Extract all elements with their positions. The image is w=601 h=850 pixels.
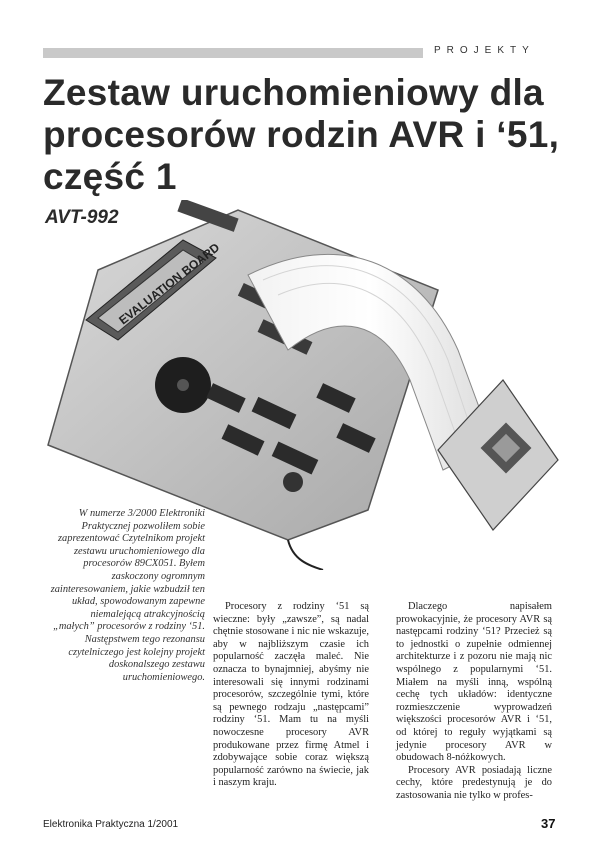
lcd-label: EVALUATION BOARD [116,240,223,328]
article-code: AVT-992 [45,207,119,228]
lead-paragraph: W numerze 3/2000 Elektroniki Praktycznej pozwoliłem sobie zaprezentować Czytelnikom projekt zestawu uruchomieniowego dla procesorów 89CX051. Byłem zaskoczony ogromnym zainteresowaniem, jakie wzbudził ten układ, spowodowanym zapewne niemalejącą atrakcyjnością „małych” procesorów z rodziny ‘51. Następstwem tego rezonansu czytelniczego jest kolejny projekt doskonalszego zestawu uruchomieniowego. [50,508,205,683]
body-column-1 [213,601,369,790]
body-paragraph: Dlaczego napisałem prowokacyjnie, że procesory AVR są następcami rodziny ‘51? Przecież są to jednostki o zupełnie odmiennej architekturze i z pozoru nie mają nic wspólnego z popularnymi ‘51. Miałem na myśli inną, wspólną cechę tych układów: identyczne rozmieszczenie wyprowadzeń większości procesorów AVR i ‘51, od której to reguły wyjątkami są jedynie procesory AVR w obudowach 8-nóżkowych. [396,601,552,764]
section-label: PROJEKTY [434,45,535,56]
header-rule [43,48,423,58]
body-paragraph: Procesory z rodziny ‘51 są wieczne: były „zawsze”, są nadal chętnie stosowane i nic nie wskazuje, aby w najbliższym czasie ich popularność zaczęła maleć. Nie oznacza to bynajmniej, abyśmy nie interesowali się innymi rodzinami procesorów, szczególnie tymi, które są pewnego rodzaju „następcami” rodziny ‘51. Mam tu na myśli nowoczesne procesory AVR produkowane przez firmę Atmel i zdobywające sobie coraz większą popularność zarówno na świecie, jak i naszym kraju. [213,601,369,789]
body-paragraph: Procesory AVR posiadają liczne cechy, które predestynują je do zastosowania nie tylko w profes- [396,764,552,801]
body-column-2 [396,601,552,803]
page-number: 37 [541,816,556,831]
article-title: Zestaw uruchomieniowy dla procesorów rodzin AVR i ‘51, część 1 [43,72,560,197]
magazine-footer: Elektronika Praktyczna 1/2001 [43,819,179,830]
